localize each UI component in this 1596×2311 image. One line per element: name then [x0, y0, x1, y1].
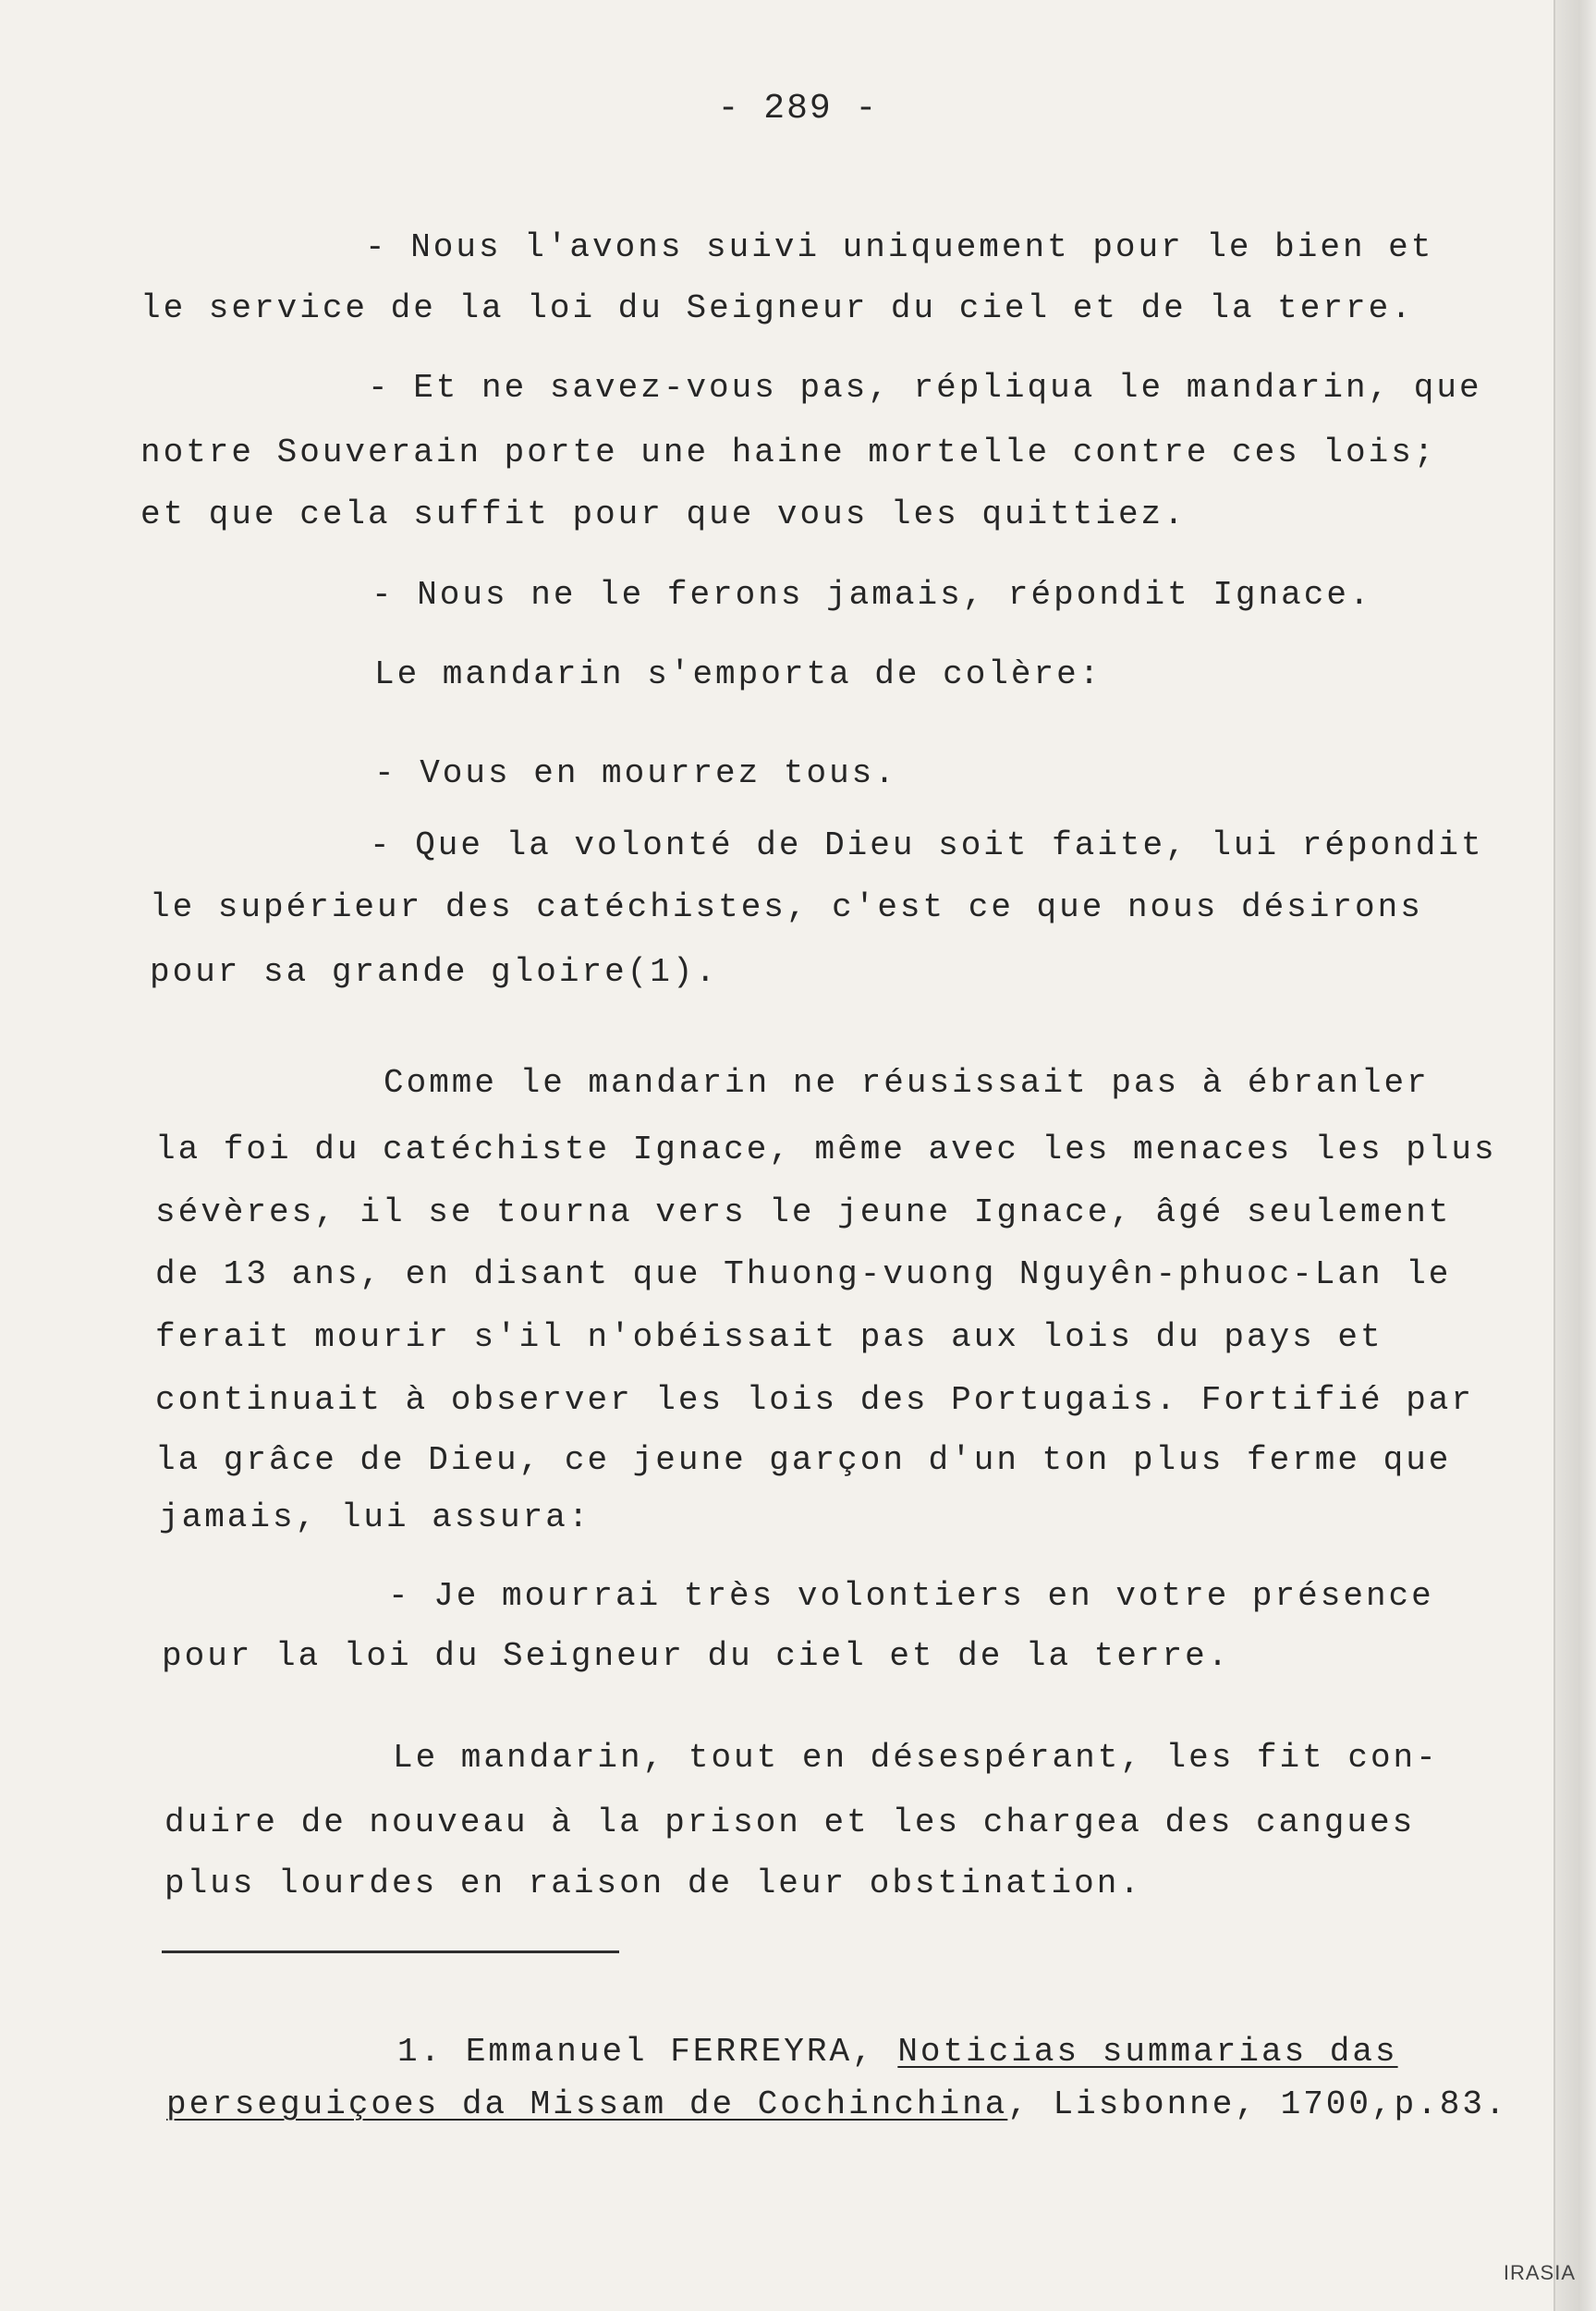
- text-line: plus lourdes en raison de leur obstination.: [164, 1865, 1142, 1902]
- text-line: notre Souverain porte une haine mortelle contre ces lois;: [140, 434, 1437, 471]
- text-line: pour sa grande gloire(1).: [150, 953, 719, 991]
- text-line: Le mandarin, tout en désespérant, les fit con-: [393, 1739, 1439, 1777]
- text-line: la foi du catéchiste Ignace, même avec les menaces les plus: [155, 1131, 1497, 1168]
- text-line: Comme le mandarin ne réusissait pas à ébranler: [384, 1064, 1430, 1102]
- text-line: - Nous l'avons suivi uniquement pour le bien et: [365, 228, 1434, 266]
- text-line: le supérieur des catéchistes, c'est ce que nous désirons: [150, 888, 1423, 926]
- text-line: - Je mourrai très volontiers en votre présence: [388, 1577, 1434, 1615]
- text-line: Le mandarin s'emporta de colère:: [374, 655, 1103, 693]
- text-line: duire de nouveau à la prison et les chargea des cangues: [164, 1804, 1416, 1841]
- footnote-number: 1.: [397, 2033, 444, 2071]
- text-line: ferait mourir s'il n'obéissait pas aux lois du pays et: [155, 1318, 1383, 1356]
- text-line: - Vous en mourrez tous.: [374, 754, 897, 792]
- text-line: la grâce de Dieu, ce jeune garçon d'un ton plus ferme que: [155, 1441, 1452, 1479]
- text-line: le service de la loi du Seigneur du ciel et de la terre.: [140, 289, 1414, 327]
- footnote-separator: [162, 1950, 619, 1953]
- footnote-rest: , Lisbonne, 1700,p.83.: [1007, 2085, 1508, 2123]
- footnote-author: Emmanuel FERREYRA,: [465, 2033, 875, 2071]
- footnote-line-2: [166, 2085, 1508, 2125]
- text-line: pour la loi du Seigneur du ciel et de la terre.: [162, 1637, 1231, 1675]
- page-edge: [1555, 0, 1596, 2311]
- page-number: - 289 -: [717, 89, 879, 128]
- text-line: jamais, lui assura:: [159, 1498, 591, 1536]
- footnote-line-1: [397, 2032, 1398, 2073]
- footnote-title-part2: perseguiçoes da Missam de Cochinchina: [166, 2085, 1008, 2123]
- text-line: continuait à observer les lois des Portugais. Fortifié par: [155, 1381, 1475, 1419]
- text-line: - Et ne savez-vous pas, répliqua le mandarin, que: [368, 369, 1482, 407]
- watermark: IRASIA: [1503, 2261, 1576, 2284]
- text-line: de 13 ans, en disant que Thuong-vuong Nguyên-phuoc-Lan le: [155, 1255, 1452, 1293]
- text-line: sévères, il se tourna vers le jeune Ignace, âgé seulement: [155, 1193, 1452, 1231]
- text-line: et que cela suffit pour que vous les quittiez.: [140, 495, 1187, 533]
- text-line: - Nous ne le ferons jamais, répondit Ignace.: [372, 576, 1372, 614]
- text-line: - Que la volonté de Dieu soit faite, lui répondit: [370, 826, 1484, 864]
- footnote-title-part1: Noticias summarias das: [897, 2033, 1398, 2071]
